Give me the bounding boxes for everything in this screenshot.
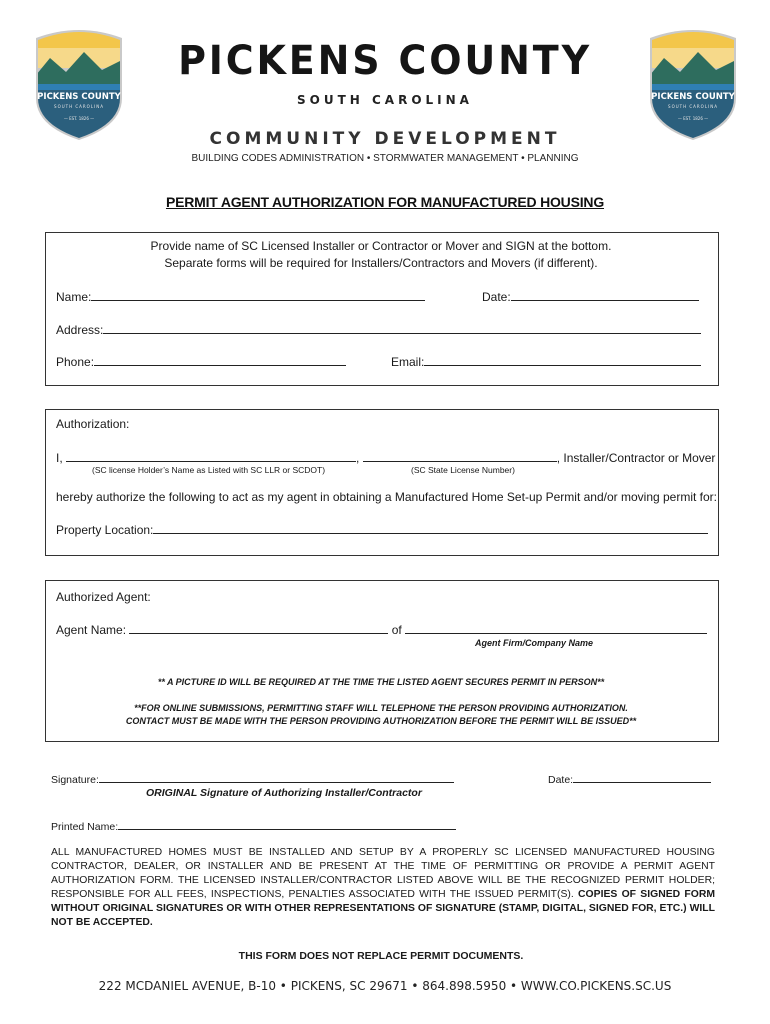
instruction-line-2: Separate forms will be required for Installers/Contractors and Movers (if different). — [164, 256, 598, 270]
agent-name-field[interactable] — [129, 622, 388, 634]
picture-id-notice: ** A PICTURE ID WILL BE REQUIRED AT THE TIME THE LISTED AGENT SECURES PERMIT IN PERSON** — [157, 677, 605, 687]
signature-date-label: Date: — [548, 774, 574, 786]
date-field[interactable] — [511, 289, 699, 301]
online-notice-line-2: CONTACT MUST BE MADE WITH THE PERSON PROVIDING AUTHORIZATION BEFORE THE PERMIT WILL BE ISSUED** — [125, 716, 637, 726]
legal-paragraph — [51, 846, 715, 930]
license-number-caption: (SC State License Number) — [411, 465, 515, 475]
license-holder-name-field[interactable] — [66, 450, 356, 462]
agent-heading: Authorized Agent: — [56, 590, 151, 604]
authorize-statement: hereby authorize the following to act as my agent in obtaining a Manufactured Home Set-up Permit and/or moving permit for: — [56, 490, 718, 504]
signature-label: Signature: — [51, 774, 99, 786]
svg-text:— EST. 1826 —: — EST. 1826 — — [677, 116, 709, 121]
legal-text-bold: COPIES OF SIGNED FORM WITHOUT ORIGINAL SIGNATURES OR WITH OTHER REPRESENTATIONS OF SIGNATURE (STAMP, DIGITAL, SIGNED FOR, ETC.) WILL NOT BE ACCEPTED. — [51, 889, 715, 928]
department-name: COMMUNITY DEVELOPMENT — [209, 129, 561, 149]
legal-text: ALL MANUFACTURED HOMES MUST BE INSTALLED AND SETUP BY A PROPERLY SC LICENSED MANUFACTURED HOUSING CONTRACTOR, DEALER, OR INSTALLER AND BE PRESENT AT THE TIME OF PERMITTING OR PROVIDE A PERMIT AGENT AUTHORIZATION FORM. THE LICENSED INSTALLER/CONTRACTOR LISTED ABOVE WILL BE THE RECOGNIZED PERMIT HOLDER; RESPONSIBLE FOR ALL FEES, INSPECTIONS, PENALTIES ASSOCIATED WITH THE ISSUED PERMIT(S). — [51, 847, 715, 900]
name-field[interactable] — [91, 289, 425, 301]
date-label: Date: — [482, 290, 511, 304]
form-title: PERMIT AGENT AUTHORIZATION FOR MANUFACTURED HOUSING — [165, 194, 605, 210]
disclaimer: THIS FORM DOES NOT REPLACE PERMIT DOCUMENTS. — [238, 950, 524, 962]
signature-field[interactable] — [99, 771, 454, 783]
printed-name-field[interactable] — [118, 818, 456, 830]
of-label: of — [391, 623, 402, 637]
svg-text:SOUTH CAROLINA: SOUTH CAROLINA — [668, 104, 718, 109]
agent-name-label: Agent Name: — [56, 623, 127, 637]
i-label: I, — [56, 451, 63, 465]
address-field[interactable] — [103, 322, 701, 334]
svg-text:— EST. 1826 —: — EST. 1826 — — [63, 116, 95, 121]
email-label: Email: — [391, 355, 425, 369]
license-holder-caption: (SC license Holder’s Name as Listed with SC LLR or SCDOT) — [92, 465, 326, 475]
comma-separator: , — [356, 451, 360, 465]
address-label: Address: — [56, 323, 104, 337]
phone-field[interactable] — [94, 354, 346, 366]
division-list: BUILDING CODES ADMINISTRATION • STORMWATER MANAGEMENT • PLANNING — [191, 153, 579, 164]
signature-caption: ORIGINAL Signature of Authorizing Installer/Contractor — [146, 787, 422, 799]
property-location-field[interactable] — [153, 522, 708, 534]
county-name: PICKENS COUNTY — [178, 38, 592, 84]
instruction-line-1: Provide name of SC Licensed Installer or Contractor or Mover and SIGN at the bottom. — [150, 239, 612, 253]
state-name: SOUTH CAROLINA — [297, 93, 473, 107]
svg-text:SOUTH CAROLINA: SOUTH CAROLINA — [54, 104, 104, 109]
online-notice-line-1: **FOR ONLINE SUBMISSIONS, PERMITTING STAFF WILL TELEPHONE THE PERSON PROVIDING AUTHORIZATION. — [134, 703, 628, 713]
svg-text:PICKENS COUNTY: PICKENS COUNTY — [37, 92, 121, 102]
signature-date-field[interactable] — [573, 771, 711, 783]
license-number-field[interactable] — [363, 450, 557, 462]
phone-label: Phone: — [56, 355, 95, 369]
name-label: Name: — [56, 290, 92, 304]
agent-firm-caption: Agent Firm/Company Name — [475, 638, 594, 648]
printed-name-label: Printed Name: — [51, 821, 119, 833]
svg-text:PICKENS COUNTY: PICKENS COUNTY — [651, 92, 735, 102]
role-text: , Installer/Contractor or Mover — [556, 451, 716, 465]
email-field[interactable] — [424, 354, 701, 366]
agent-firm-field[interactable] — [405, 622, 707, 634]
property-location-label: Property Location: — [56, 523, 154, 537]
authorization-heading: Authorization: — [56, 417, 130, 431]
footer-address: 222 MCDANIEL AVENUE, B-10 • PICKENS, SC 29671 • 864.898.5950 • WWW.CO.PICKENS.SC.US — [98, 979, 672, 993]
